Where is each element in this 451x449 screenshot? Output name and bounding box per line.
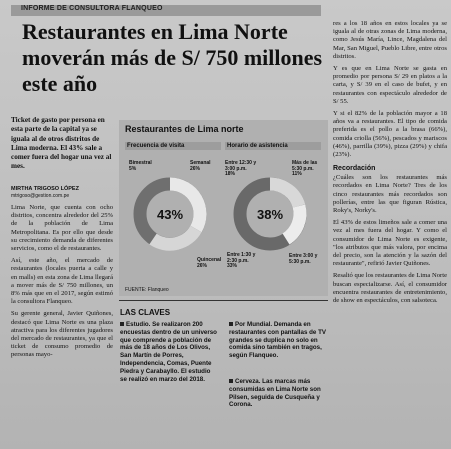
donut-segment <box>286 206 300 239</box>
kicker-bar <box>11 5 321 16</box>
chart-panel <box>119 120 328 296</box>
donut-center-value: 38% <box>256 207 284 222</box>
chart-title: Restaurantes de Lima norte <box>125 124 244 134</box>
paragraph: Lima Norte, que cuenta con ocho distritos, concentra alrededor del 25% de la población de Lima Metropolitana. Es por ello que desde su crecimiento demanda de diferentes servicios, como el de restaurantes. <box>11 204 113 253</box>
paragraph: Y es que en Lima Norte se gasta en promedio por persona S/ 29 en platos a la carta, y S/ 39 en el caso de bufet, y en restaurantes con espectáculo alrededor de S/ 55. <box>333 65 447 105</box>
byline: MIRTHA TRIGOSO LÓPEZ <box>11 186 79 192</box>
headline: Restaurantes en Lima Norte moverán más de S/ 750 millones este año <box>22 19 323 96</box>
time-range-label: Más de las 5:30 p.m. 11% <box>292 160 318 177</box>
paragraph: res a los 18 años en estos locales ya se iguala al de otras zonas de Lima moderna, como Jesús María, Lince, Magdalena del Mar, San Miguel, Pueblo Libre, entre otros distritos. <box>333 20 447 60</box>
left-column <box>11 204 113 364</box>
frequency-donut <box>140 184 200 244</box>
kicker-text: INFORME DE CONSULTORA FLANQUEO <box>21 5 163 12</box>
bullet-square-icon <box>229 322 233 326</box>
quincenal-label: Quincenal 26% <box>197 257 222 269</box>
bimestral-label: Bimestral 5% <box>129 160 152 172</box>
paragraph: Su gerente general, Javier Quiñones, destacó que Lima Norte es una plaza atractiva para los diferentes jugadores del mercado de restaurantes, ya que el ticket de consumo promedio de personas mayo- <box>11 310 113 359</box>
claves-title: LAS CLAVES <box>120 308 171 317</box>
byline-email: mtrigoso@gestion.com.pe <box>11 193 70 199</box>
donut-segment <box>270 184 299 206</box>
semanal-label: Semanal 26% <box>190 160 211 172</box>
right-column <box>333 20 447 309</box>
chart-source: FUENTE: Flanqueo <box>125 287 169 293</box>
time-range-label: Entre 3:00 y 5:30 p.m. <box>289 253 318 265</box>
claves-item: Cerveza. Las marcas más consumidas en Lima Norte son Pilsen, seguida de Cusqueña y Corona. <box>229 378 321 409</box>
donut-center-value: 43% <box>156 207 184 222</box>
bullet-square-icon <box>120 322 124 326</box>
bullet-square-icon <box>229 379 233 383</box>
paragraph: Así, este año, el mercado de restaurantes (locales puerta a calle y en malls) en esta zona de Lima llegará a mover más de S/ 750 millones, un 8% más que en el 2017, según estimó la consultora Flanqueo. <box>11 257 113 306</box>
time-range-label: Entre 12:30 y 3:00 p.m. 18% <box>225 160 257 177</box>
paragraph: Y si el 82% de la población mayor a 18 años va a restaurantes. El tipo de comida preferida es el pollo a la brasa (66%), comida criolla (56%), pescados y mariscos (46%), parrilla (39%), pizza (29%) y chifa (23%). <box>333 110 447 159</box>
right-chart-label: Horario de asistencia <box>225 142 321 150</box>
side-heading: Recordación <box>333 165 376 173</box>
paragraph: El 43% de estos limeños sale a comer una vez al mes fuera del hogar. Y como el consumidor de Lima Norte es exigente, "los atributos que más valora, por encima del precio, son la atención y la sazón del restaurante", refirió Javier Quiñones. <box>333 219 447 268</box>
lead-summary: Ticket de gasto por persona en esta parte de la capital ya se iguala al de otros distritos de Lima moderna. El 43% sale a comer fuera del hogar una vez al mes. <box>11 116 112 171</box>
claves-item: Estudio. Se realizaron 200 encuestas dentro de un universo que comprende a población de más de 18 años de Los Olivos, San Martín de Porres, Independencia, Comas, Puente Piedra y Carabayllo. El estudio se realizó en marzo del 2018. <box>120 321 217 383</box>
paragraph: ¿Cuáles son los restaurantes más recordados en Lima Norte? Tres de los cinco restaurantes más recordados son pollerías, entre las que figuran Rústica, Roky's, Norky's. <box>333 174 447 215</box>
schedule-donut <box>240 184 300 244</box>
left-chart-label: Frecuencia de visita <box>125 142 221 150</box>
chart-svg <box>119 120 328 296</box>
time-range-label: Entre 1:30 y 2:30 p.m. 33% <box>227 252 256 269</box>
claves-divider <box>119 300 328 305</box>
donut-segment <box>153 229 196 244</box>
paragraph: Resaltó que los restaurantes de Lima Norte buscan especializarse. Así, el consumidor encuentra restaurantes de entretenimiento, de show en espectáculos, con salsoteca. <box>333 272 447 305</box>
claves-item: Por Mundial. Demanda en restaurantes con pantallas de TV grandes se duplica no solo en comida sino también en tragos, según Flanqueo. <box>229 321 326 360</box>
